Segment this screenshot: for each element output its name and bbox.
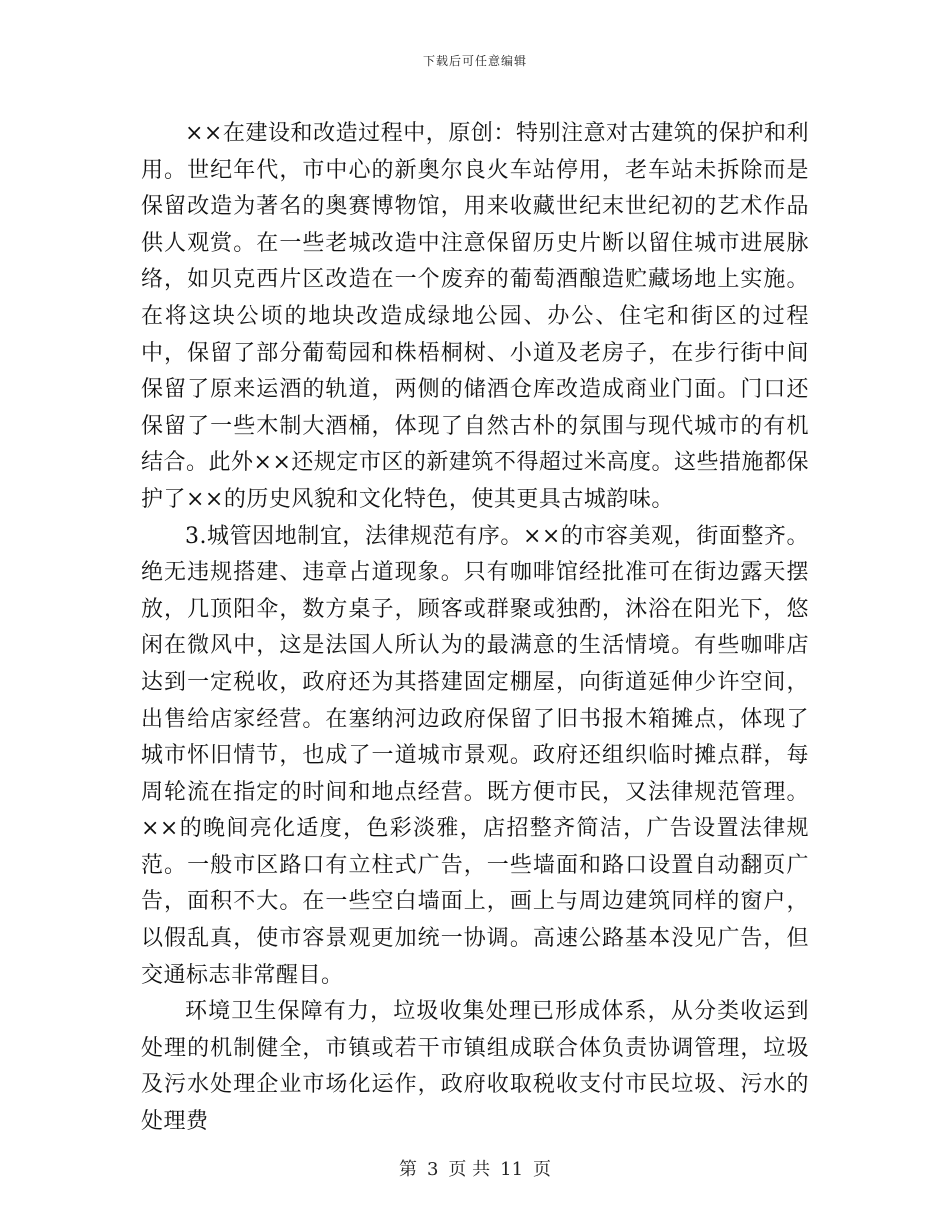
total-page-count: 11 — [500, 1159, 524, 1180]
paragraph-sanitation: 环境卫生保障有力，垃圾收集处理已形成体系，从分类收运到处理的机制健全，市镇或若干市镇组成联合体负责协调管理，垃圾及污水处理企业市场化运作，政府收取税收支付市民垃圾、污水的处理费 — [141, 999, 809, 1135]
document-body — [141, 116, 809, 1141]
footer-middle: 页 共 — [448, 1159, 491, 1180]
footer-prefix: 第 — [398, 1159, 417, 1180]
current-page-number: 3 — [426, 1159, 439, 1180]
page-header: 下载后可任意编辑 — [422, 54, 527, 68]
footer-suffix: 页 — [533, 1159, 552, 1180]
page-number-footer — [0, 1155, 950, 1181]
paragraph-urban-management: 3.城管因地制宜，法律规范有序。××的市容美观，街面整齐。绝无违规搭建、违章占道现象。只有咖啡馆经批准可在街边露天摆放，几顶阳伞，数方桌子，顾客或群聚或独酌，沐浴在阳光下，悠闲在微风中，这是法国人所认为的最满意的生活情境。有些咖啡店达到一定税收，政府还为其搭建固定棚屋，向街道延伸少许空间，出售给店家经营。在塞纳河边政府保留了旧书报木箱摊点，体现了城市怀旧情节，也成了一道城市景观。政府还组织临时摊点群，每周轮流在指定的时间和地点经营。既方便市民，又法律规范管理。××的晚间亮化适度，色彩淡雅，店招整齐简洁，广告设置法律规范。一般市区路口有立柱式广告，一些墙面和路口设置自动翻页广告，面积不大。在一些空白墙面上，画上与周边建筑同样的窗户，以假乱真，使市容景观更加统一协调。高速公路基本没见广告，但交通标志非常醒目。 — [141, 523, 809, 988]
paragraph-heritage-preservation: ××在建设和改造过程中，原创：特别注意对古建筑的保护和利用。世纪年代，市中心的新奥尔良火车站停用，老车站未拆除而是保留改造为著名的奥赛博物馆，用来收藏世纪末世纪初的艺术作品供人观赏。在一些老城改造中注意保留历史片断以留住城市进展脉络，如贝克西片区改造在一个废弃的葡萄酒酿造贮藏场地上实施。在将这块公顷的地块改造成绿地公园、办公、住宅和街区的过程中，保留了部分葡萄园和株梧桐树、小道及老房子，在步行街中间保留了原来运酒的轨道，两侧的储酒仓库改造成商业门面。门口还保留了一些木制大酒桶，体现了自然古朴的氛围与现代城市的有机结合。此外××还规定市区的新建筑不得超过米高度。这些措施都保护了××的历史风貌和文化特色，使其更具古城韵味。 — [141, 121, 809, 512]
